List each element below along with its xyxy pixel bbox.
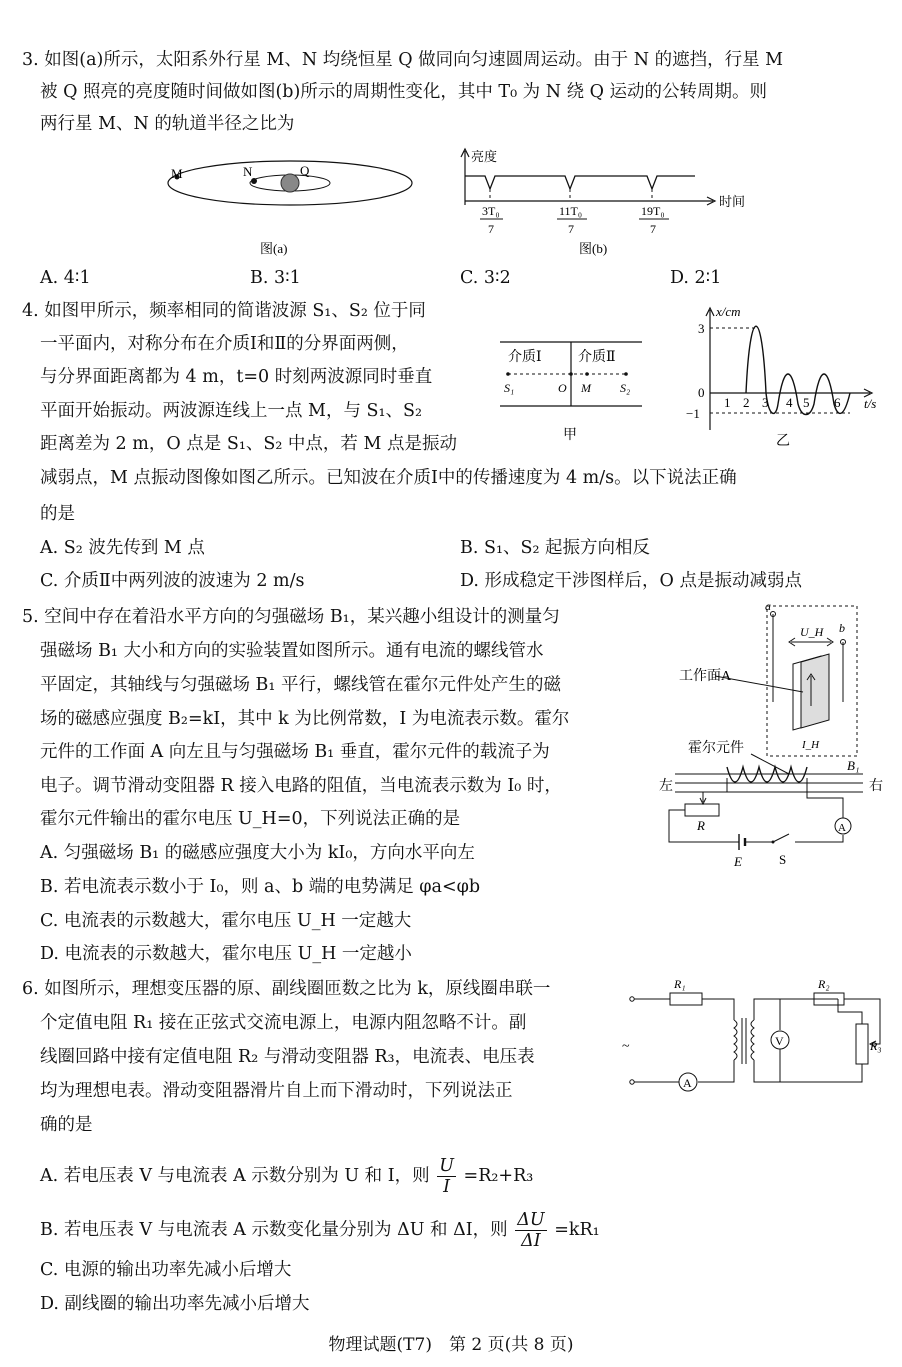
- q4-option-c: C. 介质Ⅱ中两列波的波速为 2 m/s: [40, 571, 305, 591]
- q5-option-b: B. 若电流表示数小于 I₀，则 a、b 端的电势满足 φa<φb: [40, 877, 481, 897]
- q3-tick-2-den: 7: [568, 222, 574, 236]
- q6-fig-r3: R₃: [870, 1039, 882, 1053]
- q4-yi-xlabel: t/s: [864, 396, 877, 411]
- q5-option-c: C. 电流表的示数越大，霍尔电压 U_H 一定越大: [40, 911, 412, 931]
- q3-tick-1-num: 3T₀: [482, 204, 500, 218]
- q3-option-d: D. 2∶1: [670, 268, 722, 288]
- q5-fig-b1: B₁: [847, 758, 860, 773]
- q6-option-b-den: ΔI: [521, 1231, 541, 1251]
- q3-option-c: C. 3∶2: [460, 268, 511, 288]
- q6-fig-r1: R₁: [674, 977, 686, 991]
- q5-fig-left: 左: [659, 779, 673, 794]
- q5-fig-uh: U_H: [800, 625, 824, 639]
- q3-caption-b: 图(b): [579, 241, 608, 256]
- q5-line-2: 强磁场 B₁ 大小和方向的实验装置如图所示。通有电流的螺线管水: [40, 641, 544, 661]
- q3-label-m: M: [171, 166, 183, 181]
- q3-tick-2-num: 11T₀: [559, 204, 583, 218]
- q5-line-3: 平固定，其轴线与匀强磁场 B₁ 平行，螺线管在霍尔元件处产生的磁: [40, 675, 561, 695]
- q4-medium-1: 介质Ⅰ: [508, 350, 542, 365]
- q4-figure-jia: [498, 336, 648, 448]
- q5-fig-face: 工作面A: [679, 669, 732, 684]
- q5-option-a: A. 匀强磁场 B₁ 的磁感应强度大小为 kI₀，方向水平向左: [40, 843, 475, 863]
- q6-option-a-text: A. 若电压表 V 与电流表 A 示数分别为 U 和 I，则: [40, 1166, 430, 1186]
- q4-line-4: 平面开始振动。两波源连线上一点 M，与 S₁、S₂: [40, 401, 423, 421]
- q3-tick-1-den: 7: [488, 222, 494, 236]
- q3-line-2: 被 Q 照亮的亮度随时间做如图(b)所示的周期性变化，其中 T₀ 为 N 绕 Q 运动的公转周期。则: [40, 82, 768, 102]
- q6-option-a-den: I: [443, 1177, 451, 1197]
- q4-point-s2: S₂: [620, 381, 631, 395]
- q6-option-b-text: B. 若电压表 V 与电流表 A 示数变化量分别为 ΔU 和 ΔI，则: [40, 1220, 508, 1240]
- q6-option-b-fraction: [515, 1210, 546, 1251]
- q5-option-d: D. 电流表的示数越大，霍尔电压 U_H 一定越小: [40, 944, 412, 964]
- q5-fig-ammeter: A: [838, 822, 846, 834]
- q4-figure-yi: [680, 302, 888, 470]
- q3-label-q: Q: [300, 163, 310, 178]
- q3-line-1: 3. 如图(a)所示，太阳系外行星 M、N 均绕恒星 Q 做同向匀速圆周运动。由于 N 的遮挡，行星 M: [22, 50, 784, 70]
- q5-fig-hall: 霍尔元件: [688, 741, 744, 756]
- q4-caption-jia: 甲: [563, 428, 577, 443]
- q6-line-4: 均为理想电表。滑动变阻器滑片自上而下滑动时，下列说法正: [40, 1081, 513, 1101]
- q4-yi-ylabel: x/cm: [716, 304, 741, 319]
- q5-fig-e: E: [734, 854, 742, 869]
- q5-line-7: 霍尔元件输出的霍尔电压 U_H=0，下列说法正确的是: [40, 809, 461, 829]
- q5-line-5: 元件的工作面 A 向左且与匀强磁场 B₁ 垂直，霍尔元件的载流子为: [40, 742, 550, 762]
- q4-yi-ytick-3: 3: [698, 321, 705, 336]
- q3-figure-b: [455, 143, 755, 265]
- q3-fig-b-xlabel: 时间: [719, 194, 746, 209]
- q3-tick-3-num: 19T₀: [641, 204, 665, 218]
- q6-option-a-fraction: [437, 1156, 456, 1197]
- q4-medium-2: 介质Ⅱ: [578, 350, 616, 365]
- q6-option-a-num: U: [439, 1156, 454, 1176]
- q4-point-m: M: [581, 381, 591, 395]
- q3-option-a: A. 4∶1: [40, 268, 91, 288]
- q6-line-2: 个定值电阻 R₁ 接在正弦式交流电源上，电源内阻忽略不计。副: [40, 1013, 527, 1033]
- q6-fig-r2: R₂: [818, 977, 830, 991]
- q6-fig-source: ~: [622, 1039, 630, 1054]
- q4-option-a: A. S₂ 波先传到 M 点: [40, 538, 205, 558]
- q4-yi-xtick-6: 6: [834, 395, 841, 410]
- q4-yi-ytick-0: 0: [698, 385, 705, 400]
- q6-option-d: D. 副线圈的输出功率先减小后增大: [40, 1294, 310, 1314]
- q4-yi-xtick-2: 2: [743, 395, 750, 410]
- q4-yi-xtick-4: 4: [786, 395, 793, 410]
- q3-line-3: 两行星 M、N 的轨道半径之比为: [40, 114, 295, 134]
- q4-line-5: 距离差为 2 m，O 点是 S₁、S₂ 中点，若 M 点是振动: [40, 434, 457, 454]
- page-footer: 物理试题(T7) 第 2 页(共 8 页): [328, 1335, 574, 1355]
- q4-line-6: 减弱点，M 点振动图像如图乙所示。已知波在介质Ⅰ中的传播速度为 4 m/s。以下说法正确: [40, 468, 737, 488]
- q4-yi-xtick-5: 5: [803, 395, 810, 410]
- q5-fig-a: a: [765, 602, 771, 613]
- q5-fig-right: 右: [869, 779, 883, 794]
- q6-option-a-rest: =R₂+R₃: [463, 1166, 534, 1186]
- q4-line-1: 4. 如图甲所示，频率相同的简谐波源 S₁、S₂ 位于同: [22, 301, 426, 321]
- q6-option-b-num: ΔU: [517, 1210, 545, 1230]
- q6-option-c: C. 电源的输出功率先减小后增大: [40, 1260, 292, 1280]
- q6-option-b: [40, 1210, 600, 1251]
- q5-fig-b: b: [839, 621, 845, 635]
- q5-fig-s: S: [779, 852, 787, 867]
- q6-fig-v: V: [775, 1034, 784, 1048]
- q4-point-s1: S₁: [504, 381, 515, 395]
- q3-option-b: B. 3∶1: [250, 268, 301, 288]
- q5-figure: [655, 602, 893, 878]
- q5-line-6: 电子。调节滑动变阻器 R 接入电路的阻值，当电流表示数为 I₀ 时，: [40, 776, 562, 796]
- q4-line-2: 一平面内，对称分布在介质Ⅰ和Ⅱ的分界面两侧，: [40, 334, 409, 354]
- q6-line-3: 线圈回路中接有定值电阻 R₂ 与滑动变阻器 R₃，电流表、电压表: [40, 1047, 535, 1067]
- q4-option-b: B. S₁、S₂ 起振方向相反: [460, 538, 651, 558]
- q5-line-4: 场的磁感应强度 B₂=kI，其中 k 为比例常数，I 为电流表示数。霍尔: [40, 709, 570, 729]
- q4-yi-xtick-3: 3: [762, 395, 769, 410]
- q3-figure-a: [165, 150, 425, 262]
- q4-yi-xtick-1: 1: [724, 395, 731, 410]
- q4-point-o: O: [558, 381, 567, 395]
- q3-fig-b-ylabel: 亮度: [471, 149, 498, 164]
- q3-tick-3-den: 7: [650, 222, 656, 236]
- q6-option-b-rest: =kR₁: [554, 1220, 600, 1240]
- q4-option-d: D. 形成稳定干涉图样后，O 点是振动减弱点: [460, 571, 802, 591]
- q4-line-3: 与分界面距离都为 4 m，t=0 时刻两波源同时垂直: [40, 367, 433, 387]
- q6-line-5: 确的是: [40, 1115, 93, 1135]
- q4-line-7: 的是: [40, 504, 75, 524]
- q6-option-a: [40, 1156, 533, 1197]
- q5-fig-r: R: [697, 818, 705, 833]
- q3-caption-a: 图(a): [260, 241, 288, 256]
- q5-fig-ih: I_H: [802, 739, 820, 751]
- q6-fig-a: A: [683, 1076, 692, 1090]
- q4-yi-ytick-neg1: −1: [686, 406, 700, 421]
- q4-caption-yi: 乙: [776, 434, 790, 449]
- q6-figure: [618, 972, 896, 1098]
- q5-line-1: 5. 空间中存在着沿水平方向的匀强磁场 B₁，某兴趣小组设计的测量匀: [22, 607, 560, 627]
- q6-line-1: 6. 如图所示，理想变压器的原、副线圈匝数之比为 k，原线圈串联一: [22, 979, 551, 999]
- q3-label-n: N: [243, 164, 253, 179]
